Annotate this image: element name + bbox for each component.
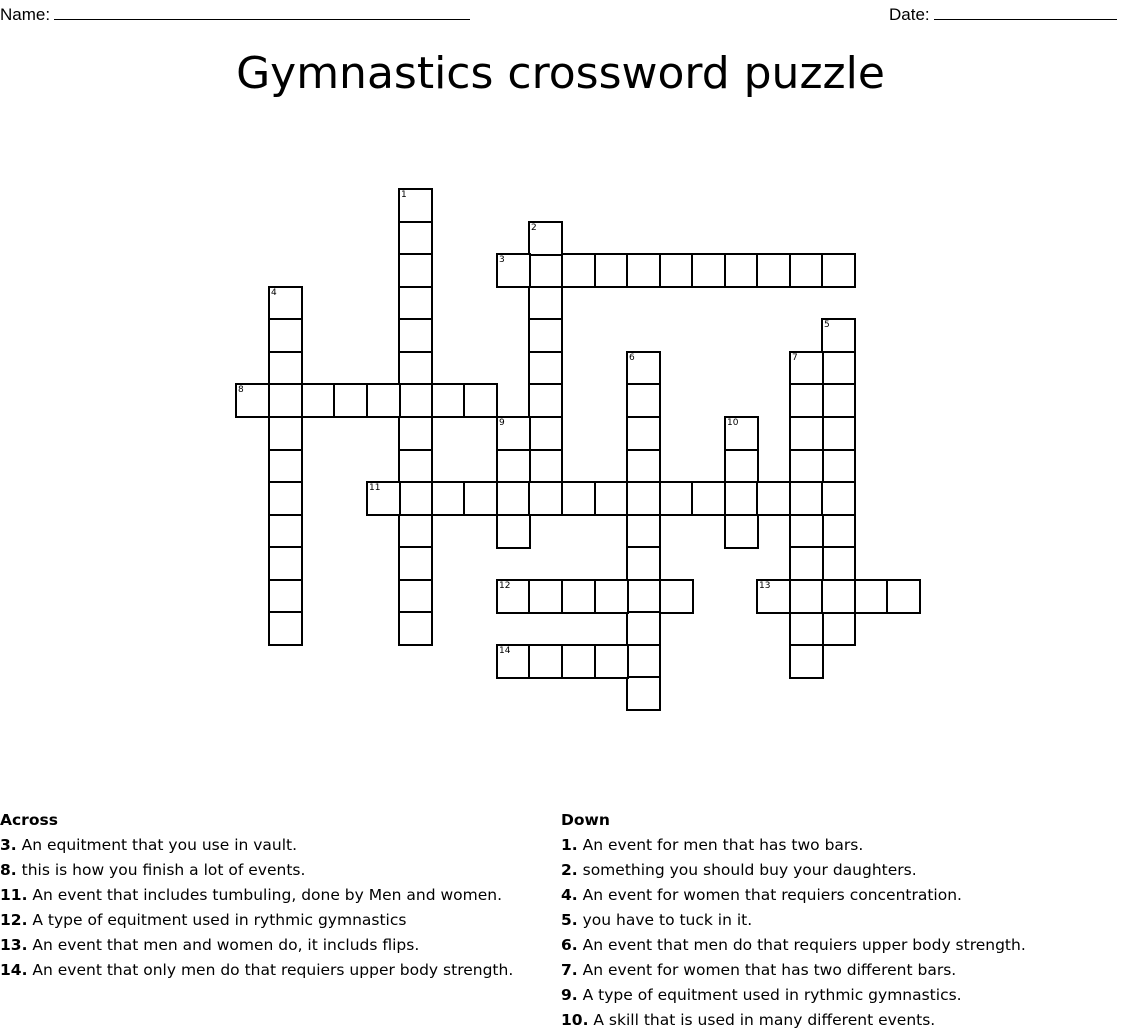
across-clue [0,833,545,858]
grid-cell[interactable] [626,644,661,679]
grid-cell[interactable] [626,383,661,418]
grid-cell[interactable] [398,481,433,516]
grid-cell[interactable] [398,286,433,321]
clue-number-label: 10 [727,418,739,428]
grid-cell[interactable] [626,611,661,646]
clue-text: A type of equitment used in rythmic gymnastics. [582,986,962,1004]
grid-cell[interactable] [528,318,563,353]
grid-cell[interactable] [756,579,791,614]
grid-cell[interactable] [789,449,824,484]
grid-cell[interactable] [886,579,921,614]
date-field[interactable] [889,3,1117,25]
grid-cell[interactable] [626,514,661,549]
grid-cell[interactable] [496,253,531,288]
clue-number-label: 3 [499,255,505,265]
grid-cell[interactable] [821,416,856,451]
grid-cell[interactable] [235,383,270,418]
grid-cell[interactable] [594,644,629,679]
clue-text: An event for women that requiers concentration. [582,886,962,904]
name-label: Name: [0,5,51,24]
grid-cell[interactable] [659,253,694,288]
clue-number-label: 5 [824,320,830,330]
clue-number: 8. [0,861,17,879]
grid-cell[interactable] [626,351,661,386]
clue-number-label: 8 [238,385,244,395]
date-label: Date: [889,5,930,24]
grid-cell[interactable] [626,676,661,711]
clue-number: 5. [561,911,578,929]
clue-number: 1. [561,836,578,854]
grid-cell[interactable] [268,579,303,614]
grid-cell[interactable] [724,416,759,451]
clue-number: 3. [0,836,17,854]
grid-cell[interactable] [789,351,824,386]
clue-number-label: 4 [271,288,277,298]
grid-cell[interactable] [756,253,791,288]
grid-cell[interactable] [268,514,303,549]
grid-cell[interactable] [561,481,596,516]
grid-cell[interactable] [528,351,563,386]
down-clue [561,908,1116,933]
grid-cell[interactable] [398,188,433,223]
clue-number-label: 9 [499,418,505,428]
down-clue [561,858,1116,883]
grid-cell[interactable] [821,449,856,484]
grid-cell[interactable] [561,644,596,679]
grid-cell[interactable] [789,514,824,549]
across-clue [0,933,545,958]
clue-text: An equitment that you use in vault. [21,836,298,854]
grid-cell[interactable] [594,253,629,288]
clue-number-label: 13 [759,581,771,591]
grid-cell[interactable] [398,351,433,386]
grid-cell[interactable] [821,546,856,581]
grid-cell[interactable] [268,546,303,581]
page-title: Gymnastics crossword puzzle [236,48,885,99]
grid-cell[interactable] [268,611,303,646]
grid-cell[interactable] [756,481,791,516]
grid-cell[interactable] [463,481,498,516]
grid-cell[interactable] [594,579,629,614]
clue-text: An event for men that has two bars. [582,836,864,854]
grid-cell[interactable] [789,253,824,288]
clue-number: 14. [0,961,28,979]
grid-cell[interactable] [398,546,433,581]
clue-text: An event that only men do that requiers upper body strength. [32,961,514,979]
grid-cell[interactable] [528,221,563,256]
down-clue [561,958,1116,983]
grid-cell[interactable] [528,286,563,321]
clue-text: An event that men and women do, it includs flips. [32,936,420,954]
grid-cell[interactable] [821,318,856,353]
clue-number-label: 14 [499,646,511,656]
grid-cell[interactable] [594,481,629,516]
clue-number-label: 7 [792,353,798,363]
grid-cell[interactable] [821,514,856,549]
grid-cell[interactable] [398,611,433,646]
clue-text: something you should buy your daughters. [582,861,917,879]
grid-cell[interactable] [268,481,303,516]
grid-cell[interactable] [789,611,824,646]
clue-text: this is how you finish a lot of events. [21,861,306,879]
grid-cell[interactable] [626,449,661,484]
grid-cell[interactable] [496,579,531,614]
down-clue [561,1008,1116,1033]
clue-number-label: 1 [401,190,407,200]
grid-cell[interactable] [821,383,856,418]
grid-cell[interactable] [398,449,433,484]
grid-cell[interactable] [431,481,466,516]
clue-text: A skill that is used in many different events. [593,1011,936,1029]
across-clue [0,883,545,908]
grid-cell[interactable] [561,253,596,288]
across-clue [0,908,545,933]
grid-cell[interactable] [496,416,531,451]
clue-number: 4. [561,886,578,904]
grid-cell[interactable] [854,579,889,614]
date-blank-line[interactable] [934,3,1117,20]
clue-number: 7. [561,961,578,979]
grid-cell[interactable] [724,514,759,549]
across-clue [0,858,545,883]
grid-cell[interactable] [789,644,824,679]
down-clue [561,833,1116,858]
grid-cell[interactable] [333,383,368,418]
grid-cell[interactable] [398,579,433,614]
grid-cell[interactable] [789,579,824,614]
grid-cell[interactable] [724,449,759,484]
clue-number: 11. [0,886,28,904]
clue-number-label: 11 [369,483,381,493]
grid-cell[interactable] [496,449,531,484]
grid-cell[interactable] [626,416,661,451]
grid-cell[interactable] [626,481,661,516]
clue-number: 2. [561,861,578,879]
grid-cell[interactable] [821,481,856,516]
grid-cell[interactable] [431,383,466,418]
grid-cell[interactable] [528,644,563,679]
grid-cell[interactable] [789,546,824,581]
grid-cell[interactable] [398,221,433,256]
across-clues [0,808,545,983]
grid-cell[interactable] [496,644,531,679]
grid-cell[interactable] [821,579,856,614]
grid-cell[interactable] [659,481,694,516]
clue-text: A type of equitment used in rythmic gymnastics [32,911,407,929]
clue-number: 9. [561,986,578,1004]
clue-number: 6. [561,936,578,954]
grid-cell[interactable] [528,481,563,516]
clue-text: you have to tuck in it. [582,911,753,929]
grid-cell[interactable] [366,481,401,516]
grid-cell[interactable] [268,449,303,484]
name-blank-line[interactable] [54,3,470,20]
clue-number: 10. [561,1011,589,1029]
down-clue [561,983,1116,1008]
grid-cell[interactable] [268,416,303,451]
grid-cell[interactable] [301,383,336,418]
grid-cell[interactable] [528,579,563,614]
grid-cell[interactable] [268,383,303,418]
clue-text: An event that men do that requiers upper body strength. [582,936,1026,954]
grid-cell[interactable] [268,351,303,386]
down-clue [561,883,1116,908]
down-heading: Down [561,811,610,829]
grid-cell[interactable] [398,383,433,418]
grid-cell[interactable] [268,286,303,321]
clue-text: An event for women that has two different bars. [582,961,957,979]
grid-cell[interactable] [398,514,433,549]
across-heading: Across [0,811,58,829]
grid-cell[interactable] [789,383,824,418]
grid-cell[interactable] [398,416,433,451]
grid-cell[interactable] [821,351,856,386]
clue-number-label: 2 [531,223,537,233]
grid-cell[interactable] [691,253,726,288]
grid-cell[interactable] [463,383,498,418]
grid-cell[interactable] [626,546,661,581]
grid-cell[interactable] [398,253,433,288]
grid-cell[interactable] [789,481,824,516]
clue-number: 13. [0,936,28,954]
clue-text: An event that includes tumbuling, done by Men and women. [32,886,503,904]
down-clues [561,808,1116,1033]
grid-cell[interactable] [496,514,531,549]
grid-cell[interactable] [496,481,531,516]
name-field[interactable] [0,3,470,25]
grid-cell[interactable] [528,449,563,484]
grid-cell[interactable] [691,481,726,516]
grid-cell[interactable] [398,318,433,353]
grid-cell[interactable] [268,318,303,353]
down-clue [561,933,1116,958]
grid-cell[interactable] [821,253,856,288]
clue-number-label: 6 [629,353,635,363]
grid-cell[interactable] [789,416,824,451]
grid-cell[interactable] [626,579,661,614]
grid-cell[interactable] [659,579,694,614]
grid-cell[interactable] [821,611,856,646]
grid-cell[interactable] [561,579,596,614]
clue-number-label: 12 [499,581,511,591]
grid-cell[interactable] [724,253,759,288]
grid-cell[interactable] [626,253,661,288]
across-clue [0,958,545,983]
grid-cell[interactable] [724,481,759,516]
grid-cell[interactable] [528,416,563,451]
clue-number: 12. [0,911,28,929]
grid-cell[interactable] [366,383,401,418]
grid-cell[interactable] [528,383,563,418]
